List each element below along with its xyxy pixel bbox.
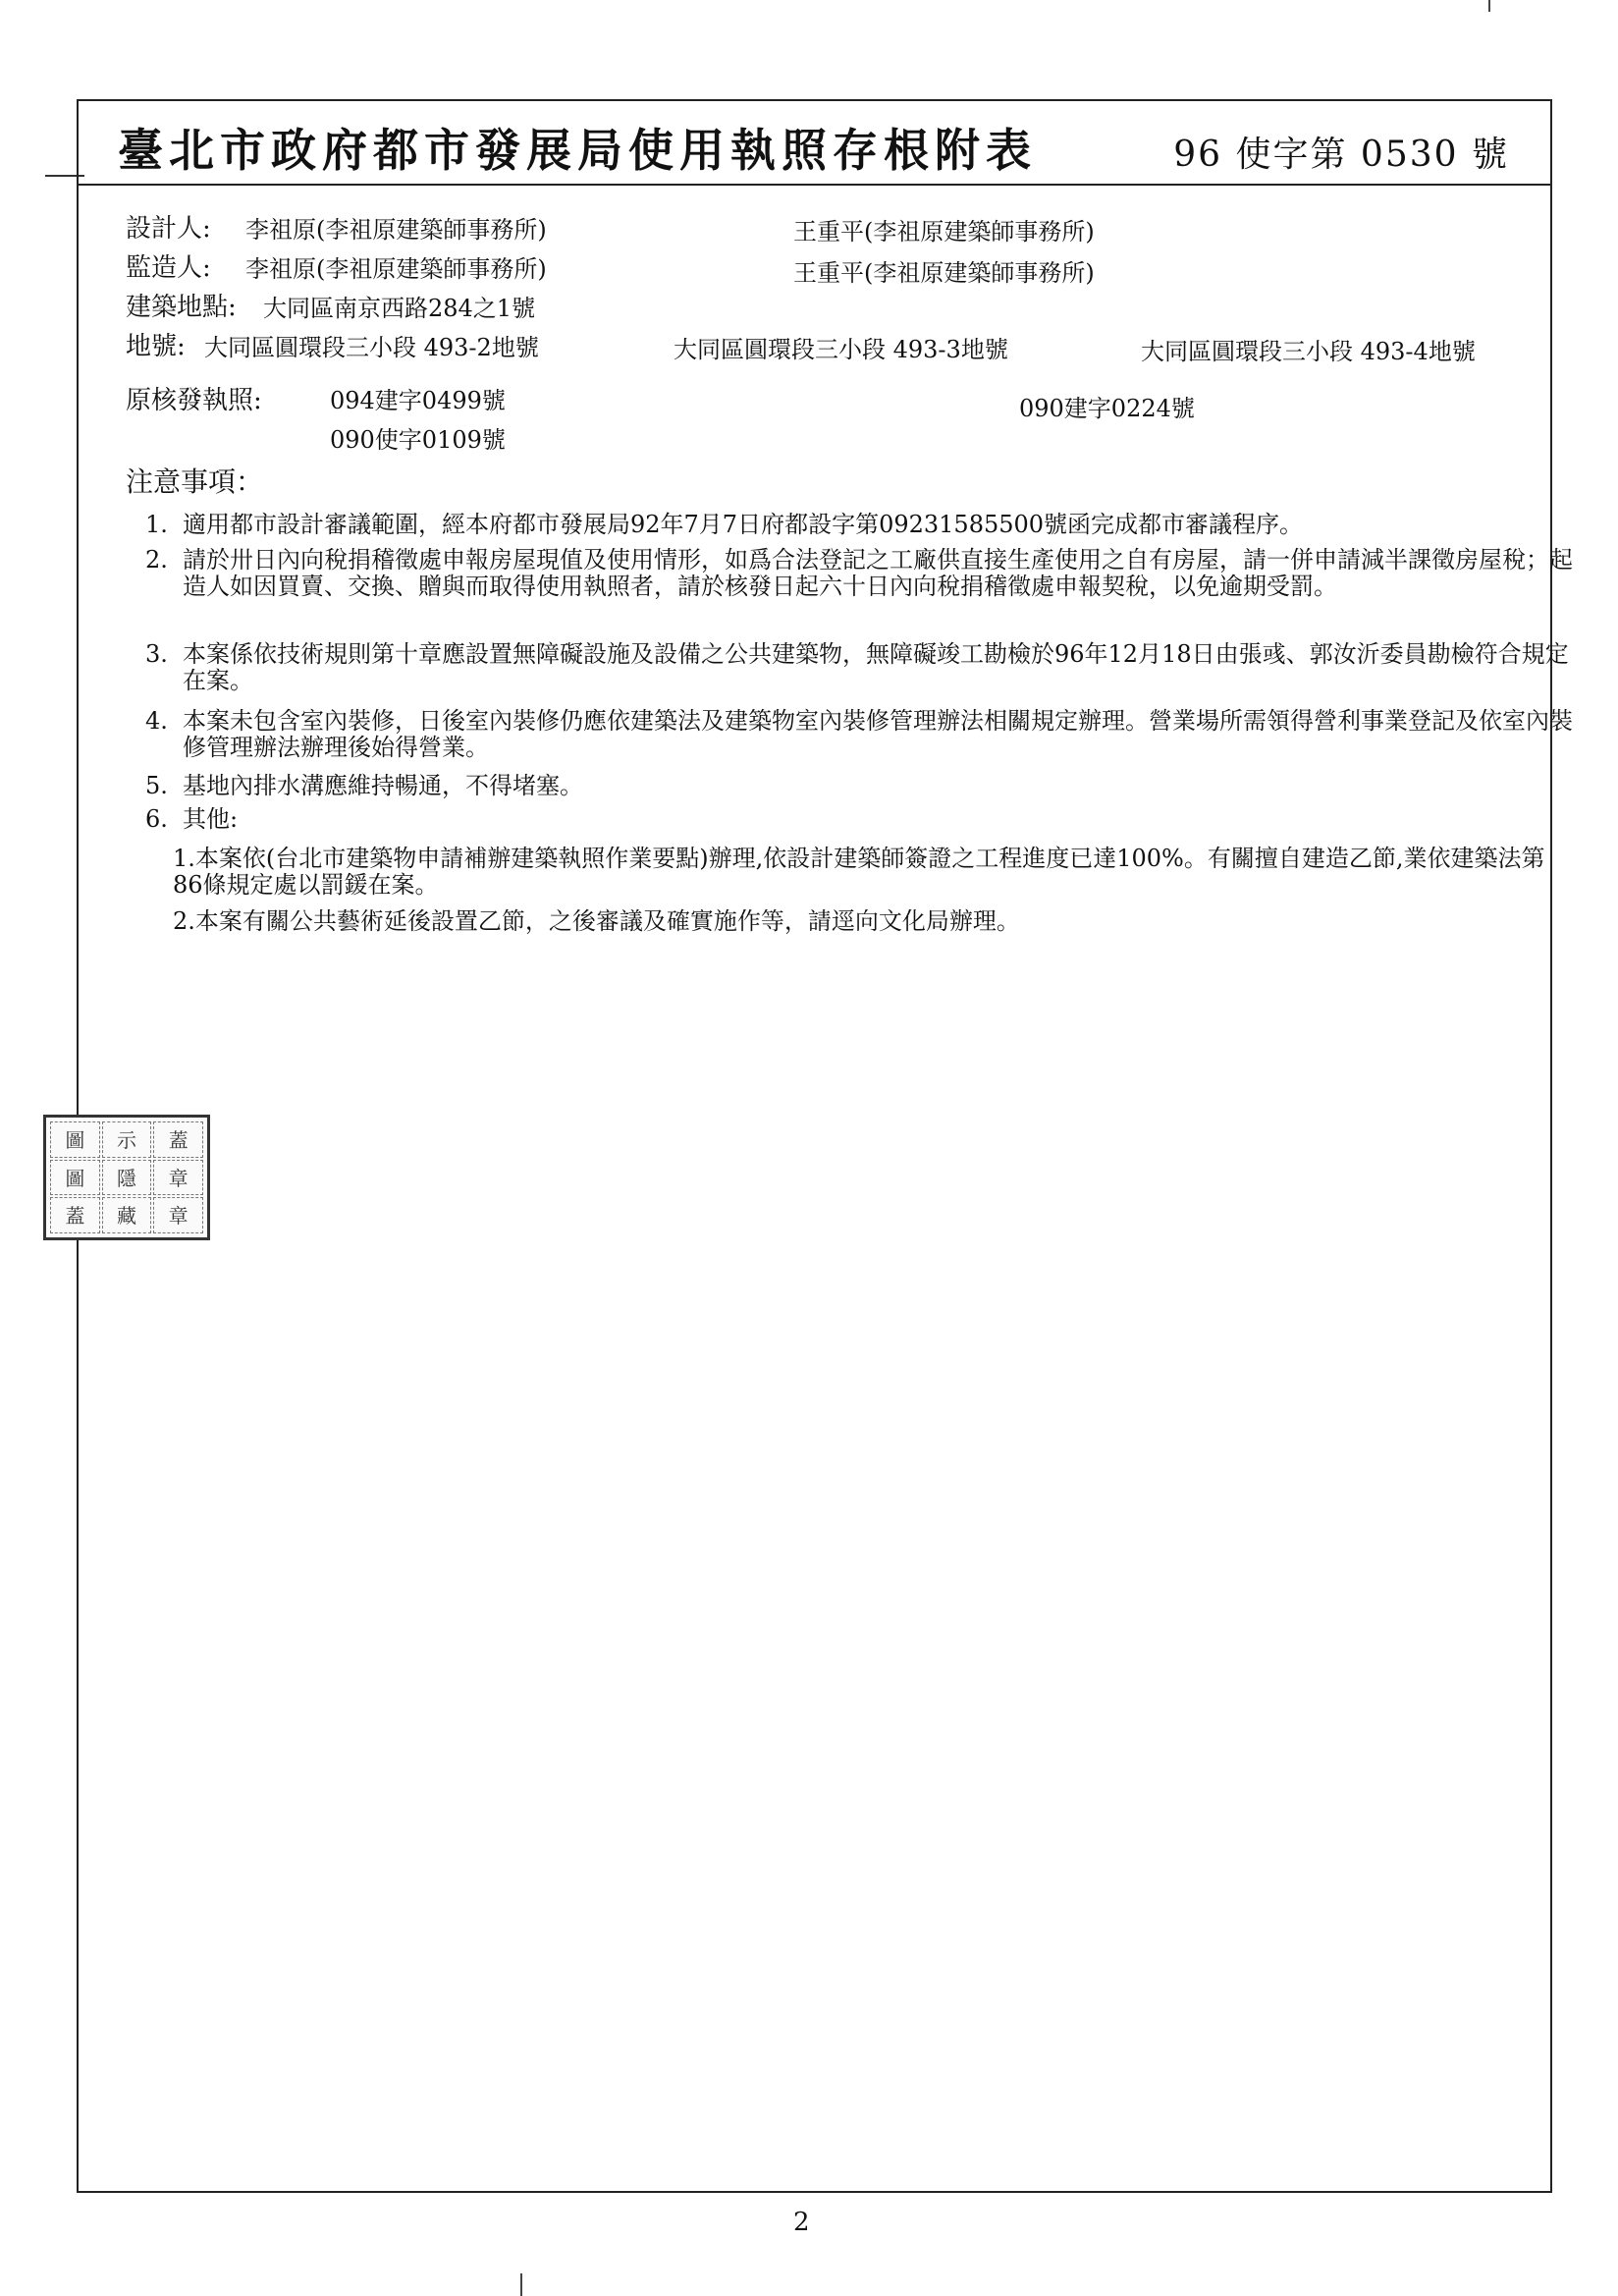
note-item (145, 641, 1579, 696)
original-license-label: 原核發執照: (126, 386, 262, 415)
lot-label: 地號: (126, 332, 186, 361)
note-text: 其他: (183, 805, 239, 833)
original-license-1: 094建字0499號 (330, 387, 506, 414)
note-item (145, 512, 1579, 541)
note-number: 6. (145, 805, 168, 833)
original-license-2: 090建字0224號 (1019, 395, 1195, 422)
scan-mark (520, 2273, 522, 2296)
scan-mark (1488, 0, 1490, 12)
note-item (145, 806, 1579, 836)
seal-glyph: 蓋 (50, 1197, 100, 1233)
note-text: 適用都市設計審議範圍，經本府都市發展局92年7月7日府都設字第09231585500號函完成都市審議程序。 (183, 511, 1304, 538)
designer-label: 設計人: (126, 214, 211, 244)
note-number: 1. (145, 511, 168, 538)
note-item (145, 547, 1579, 629)
permit-number: 96 使字第 0530 號 (1173, 135, 1509, 175)
site-address: 大同區南京西路284之1號 (263, 295, 536, 322)
lot-value-1: 大同區圓環段三小段 493-2地號 (204, 334, 539, 361)
designer-name-2: 王重平(李祖原建築師事務所) (793, 218, 1095, 246)
site-label: 建築地點: (126, 293, 237, 322)
lot-value-2: 大同區圓環段三小段 493-3地號 (674, 336, 1008, 363)
lot-value-3: 大同區圓環段三小段 493-4地號 (1141, 338, 1476, 365)
note-text: 基地內排水溝應維持暢通，不得堵塞。 (183, 772, 583, 799)
original-license-3: 090使字0109號 (330, 426, 506, 454)
seal-glyph: 圖 (50, 1121, 100, 1158)
note-text: 本案未包含室內裝修，日後室內裝修仍應依建築法及建築物室內裝修管理辦法相關規定辦理。營業場所需領得營利事業登記及依室內裝修管理辦法辦理後始得營業。 (183, 707, 1573, 761)
sub-note-text: 2.本案有關公共藝術延後設置乙節，之後審議及確實施作等，請逕向文化局辦理。 (173, 907, 1020, 935)
sub-note-text: 1.本案依(台北市建築物申請補辦建築執照作業要點)辦理,依設計建築師簽證之工程進度已達100%。有關擅自建造乙節,業依建築法第86條規定處以罰鍰在案。 (173, 845, 1545, 899)
document-header (79, 101, 1550, 186)
seal-glyph: 示 (102, 1121, 152, 1158)
sub-note-item (173, 846, 1547, 901)
seal-glyph: 蓋 (153, 1121, 203, 1158)
supervisor-name-2: 王重平(李祖原建築師事務所) (793, 259, 1095, 287)
seal-glyph: 章 (153, 1160, 203, 1196)
seal-glyph: 章 (153, 1197, 203, 1233)
seal-glyph: 藏 (102, 1197, 152, 1233)
official-seal (43, 1115, 210, 1240)
note-number: 3. (145, 640, 168, 668)
notes-title: 注意事項： (126, 465, 264, 498)
note-number: 2. (145, 546, 168, 574)
note-text: 請於卅日內向稅捐稽徵處申報房屋現值及使用情形，如爲合法登記之工廠供直接生產使用之自有房屋，請一併申請減半課徵房屋稅；起造人如因買賣、交換、贈與而取得使用執照者，請於核發日起六十日內向稅捐稽徵處申報契稅，以免逾期受罰。 (183, 546, 1573, 600)
seal-glyph: 隱 (102, 1160, 152, 1196)
supervisor-label: 監造人: (126, 253, 211, 283)
note-number: 5. (145, 772, 168, 799)
document-frame (77, 99, 1573, 2193)
note-item (145, 773, 1579, 802)
note-item (145, 708, 1579, 763)
designer-name-1: 李祖原(李祖原建築師事務所) (245, 216, 547, 244)
page-number: 2 (793, 2208, 810, 2237)
note-number: 4. (145, 707, 168, 735)
sub-note-item (173, 908, 1547, 938)
note-text: 本案係依技術規則第十章應設置無障礙設施及設備之公共建築物，無障礙竣工勘檢於96年12月18日由張彧、郭汝沂委員勘檢符合規定在案。 (183, 640, 1569, 694)
seal-glyph: 圖 (50, 1160, 100, 1196)
supervisor-name-1: 李祖原(李祖原建築師事務所) (245, 255, 547, 283)
document-title: 臺北市政府都市發展局使用執照存根附表 (118, 124, 1037, 177)
